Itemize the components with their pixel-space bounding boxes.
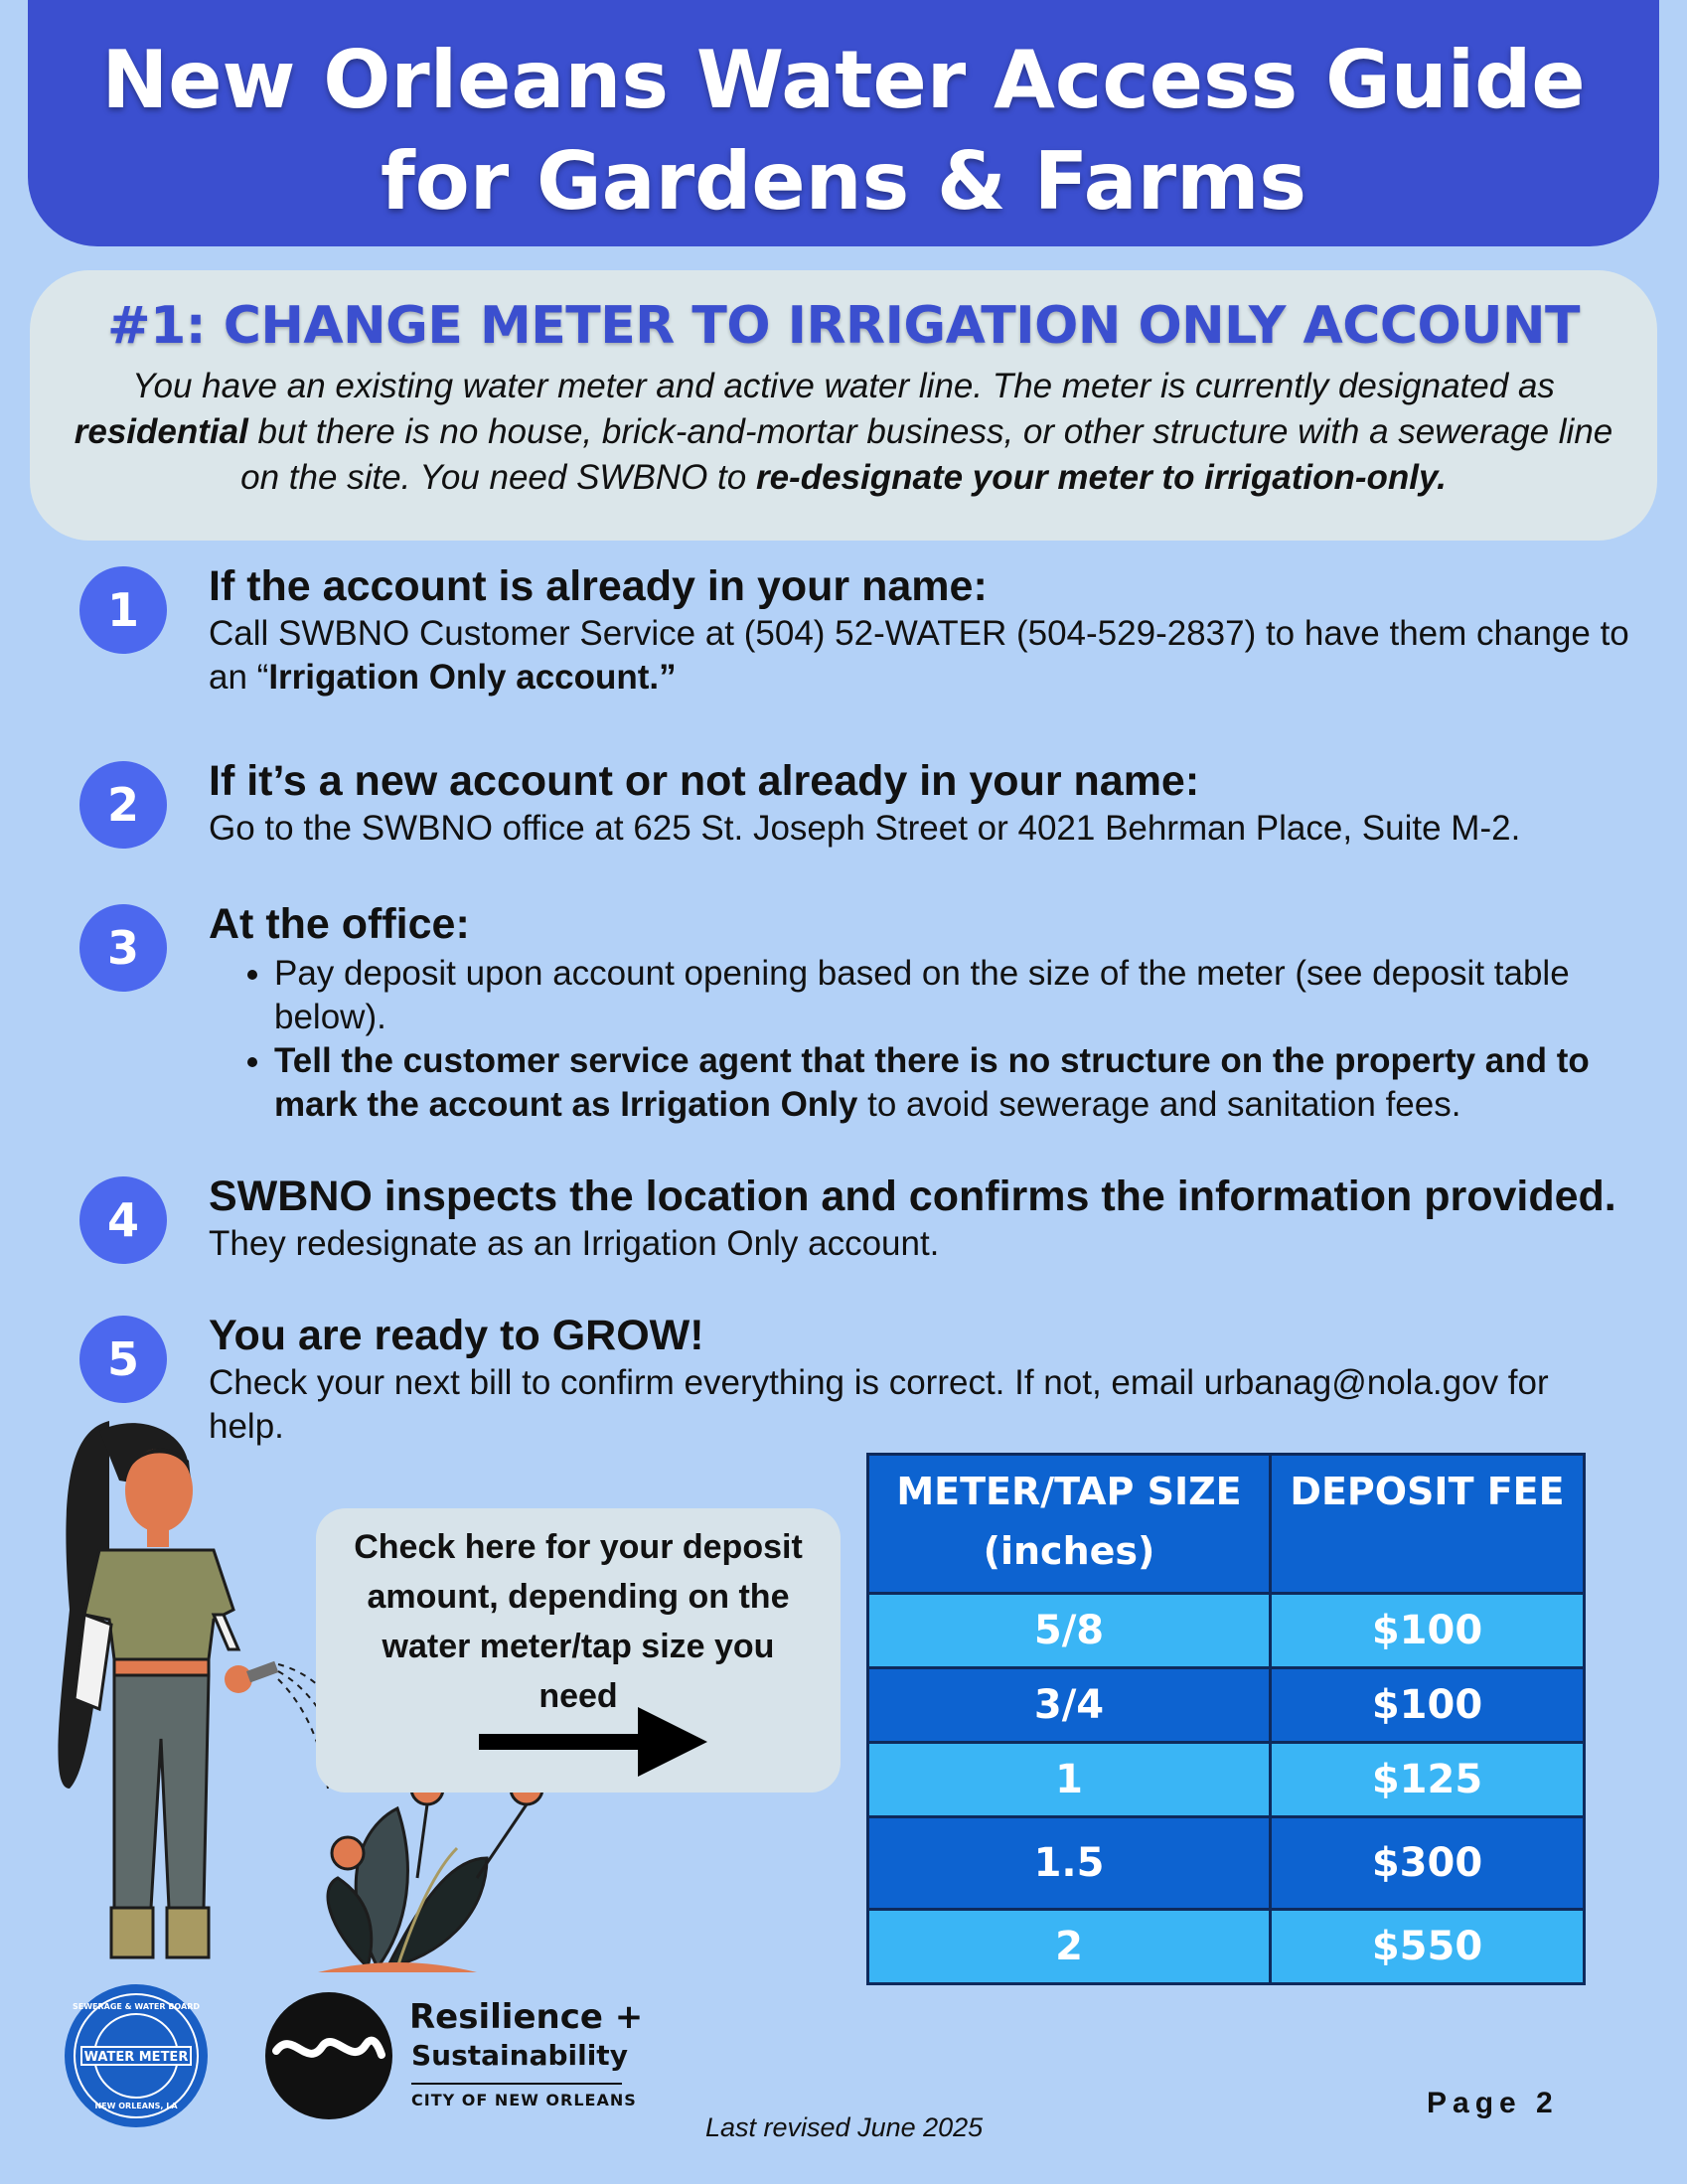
rs-city: CITY OF NEW ORLEANS [411,2091,637,2109]
page-number: Page 2 [1427,2087,1559,2119]
resilience-sustainability-logo [262,1989,395,2122]
step-heading: If the account is already in your name: [209,562,988,610]
table-row [868,1817,1585,1910]
table-header-fee: DEPOSIT FEE [1271,1455,1585,1594]
section-intro-box [30,270,1657,541]
table-cell-fee: $100 [1271,1668,1585,1743]
section-description [30,364,1657,501]
step-3 [79,898,1629,1127]
deposit-table [866,1453,1586,1985]
table-row [868,1594,1585,1668]
step-text: They redesignate as an Irrigation Only account. [209,1224,940,1263]
bullet-item [274,1039,1629,1127]
table-cell-size: 1.5 [868,1817,1271,1910]
rs-title: Resilience + [409,1997,644,2037]
step-heading: You are ready to GROW! [209,1312,704,1359]
water-meter-seal-logo [62,1981,211,2130]
section-title: #1: CHANGE METER TO IRRIGATION ONLY ACCOUNT [107,296,1580,356]
step-number-badge: 2 [79,761,167,849]
section-desc-bold1: residential [74,412,248,451]
table-header-size: METER/TAP SIZE (inches) [868,1455,1271,1594]
step-text: Check your next bill to confirm everything is correct. If not, email urbanag@nola.gov for help. [209,1363,1549,1446]
section-desc-part2: but there is no house, brick-and-mortar business, or other structure with a sewerage line on the site. You need SWBNO to [240,412,1613,497]
arrow-right-icon [479,1707,707,1777]
step-number-badge: 4 [79,1176,167,1264]
step-number-badge: 5 [79,1316,167,1403]
bullet-bold-text: Tell the customer service agent that there is no structure on the property and to mark the account as Irrigation Only [274,1041,1590,1124]
step-text: Go to the SWBNO office at 625 St. Joseph Street or 4021 Behrman Place, Suite M-2. [209,809,1521,848]
step-4 [79,1170,1629,1266]
rs-divider [411,2083,622,2085]
step-text-bold: Irrigation Only account.” [268,658,677,697]
table-row [868,1910,1585,1984]
step-heading: At the office: [209,900,470,948]
step-heading: If it’s a new account or not already in your name: [209,757,1200,805]
step-text-main: Call SWBNO Customer Service at (504) 52-WATER (504-529-2837) to have them change to an “ [209,614,1629,697]
callout-text: Check here for your deposit amount, depending on the water meter/tap size you need [354,1528,803,1715]
table-cell-fee: $100 [1271,1594,1585,1668]
table-row [868,1743,1585,1817]
section-desc-part1: You have an existing water meter and active water line. The meter is currently designated as [132,367,1555,405]
seal-top-text: SEWERAGE & WATER BOARD [72,2002,201,2011]
table-cell-size: 2 [868,1910,1271,1984]
page-banner [28,0,1659,246]
seal-mid-text: WATER METER [83,2050,189,2065]
table-cell-size: 1 [868,1743,1271,1817]
banner-title-line2: for Gardens & Farms [380,135,1307,228]
step-1 [79,560,1629,700]
table-cell-fee: $550 [1271,1910,1585,1984]
bullet-rest-text: to avoid sewerage and sanitation fees. [857,1085,1461,1124]
banner-title-line1: New Orleans Water Access Guide [101,34,1586,126]
seal-bottom-text: NEW ORLEANS, LA [94,2102,178,2110]
table-cell-fee: $300 [1271,1817,1585,1910]
rs-subtitle: Sustainability [411,2039,628,2072]
table-cell-size: 5/8 [868,1594,1271,1668]
table-cell-size: 3/4 [868,1668,1271,1743]
step-number-badge: 3 [79,904,167,992]
last-revised-date: Last revised June 2025 [705,2112,984,2142]
step-number-badge: 1 [79,566,167,654]
step-text [209,612,1629,700]
table-cell-fee: $125 [1271,1743,1585,1817]
step-bullet-list [209,952,1629,1127]
step-2 [79,755,1629,851]
section-desc-bold2: re-designate your meter to irrigation-only. [755,458,1447,497]
bullet-item: • Pay deposit upon account opening based on the size of the meter (see deposit table below). [274,952,1629,1039]
step-heading: SWBNO inspects the location and confirms the information provided. [209,1172,1616,1220]
table-row [868,1668,1585,1743]
